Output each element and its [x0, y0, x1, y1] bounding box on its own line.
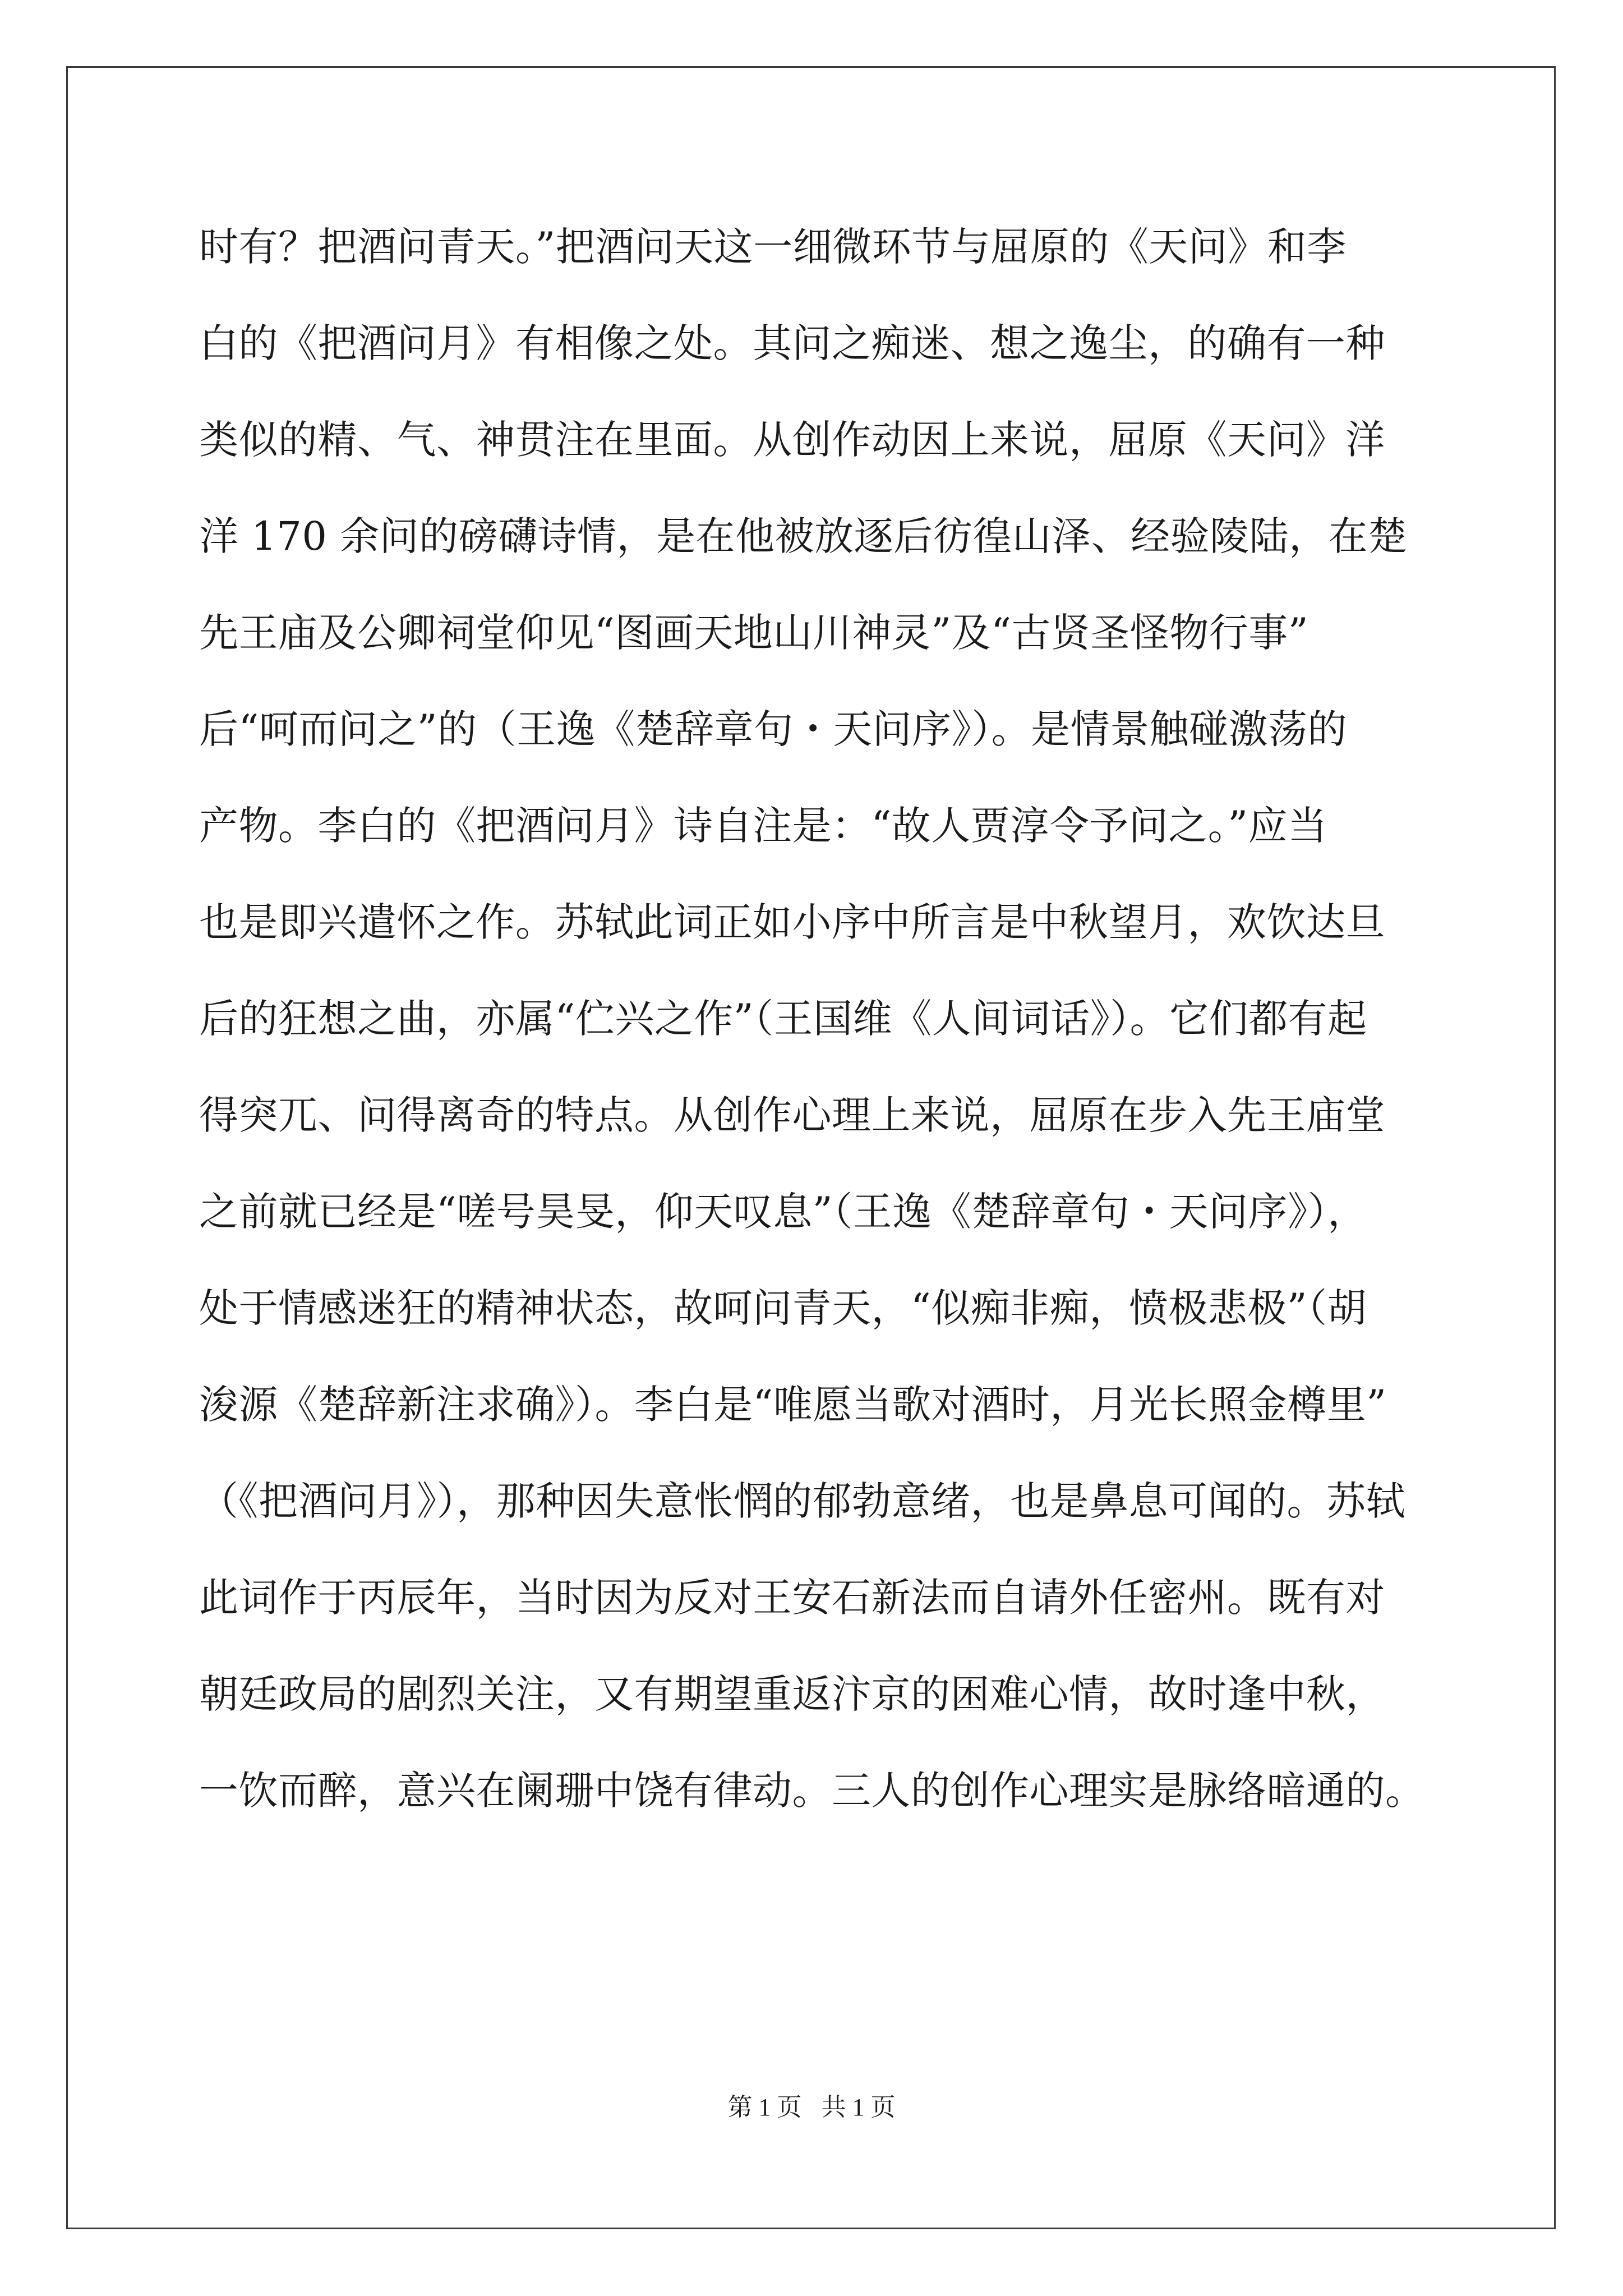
text-line: 后的狂想之曲，亦属“伫兴之作”（王国维《人间词话》）。它们都有起: [199, 996, 1367, 1042]
text-line: 一饮而醉，意兴在阑珊中饶有律动。三人的创作心理实是脉络暗通的。: [199, 1768, 1425, 1814]
text-line: 时有？把酒问青天。”把酒问天这一细微环节与屈原的《天问》和李: [199, 224, 1347, 270]
text-line: 浚源《楚辞新注求确》）。李白是“唯愿当歌对酒时，月光长照金樽里”: [199, 1382, 1387, 1428]
document-body: [199, 219, 1444, 1859]
text-line: 处于情感迷狂的精神状态，故呵问青天，“似痴非痴，愤极悲极”（胡: [199, 1285, 1367, 1331]
page-footer: [0, 2087, 1623, 2123]
text-line: （《把酒问月》），那种因失意怅惘的郁勃意绪，也是鼻息可闻的。苏轼: [199, 1478, 1405, 1524]
text-line: 先王庙及公卿祠堂仰见“图画天地山川神灵”及“古贤圣怪物行事”: [199, 610, 1309, 656]
text-line: 产物。李白的《把酒问月》诗自注是：“故人贾淳令予问之。”应当: [199, 803, 1327, 849]
page-total: 共 1 页: [821, 2093, 896, 2121]
text-line: 白的《把酒问月》有相像之处。其问之痴迷、想之逸尘，的确有一种: [199, 320, 1385, 366]
text-line: 后“呵而问之”的（王逸《楚辞章句・天问序》）。是情景触碰激荡的: [199, 706, 1348, 752]
text-line: 之前就已经是“嗟号昊旻，仰天叹息”（王逸《楚辞章句・天问序》），: [199, 1189, 1367, 1235]
text-line: 洋 170 余问的磅礴诗情，是在他被放逐后彷徨山泽、经验陵陆，在楚: [199, 513, 1408, 559]
text-line: 得突兀、问得离奇的特点。从创作心理上来说，屈原在步入先王庙堂: [199, 1092, 1385, 1138]
text-line: 此词作于丙辰年，当时因为反对王安石新法而自请外任密州。既有对: [199, 1575, 1385, 1621]
text-line: 也是即兴遣怀之作。苏轼此词正如小序中所言是中秋望月，欢饮达旦: [199, 899, 1385, 945]
text-line: 类似的精、气、神贯注在里面。从创作动因上来说，屈原《天问》洋: [199, 417, 1385, 463]
page-number: 第 1 页: [727, 2093, 802, 2121]
text-line: 朝廷政局的剧烈关注，又有期望重返汴京的困难心情，故时逢中秋，: [199, 1671, 1385, 1717]
